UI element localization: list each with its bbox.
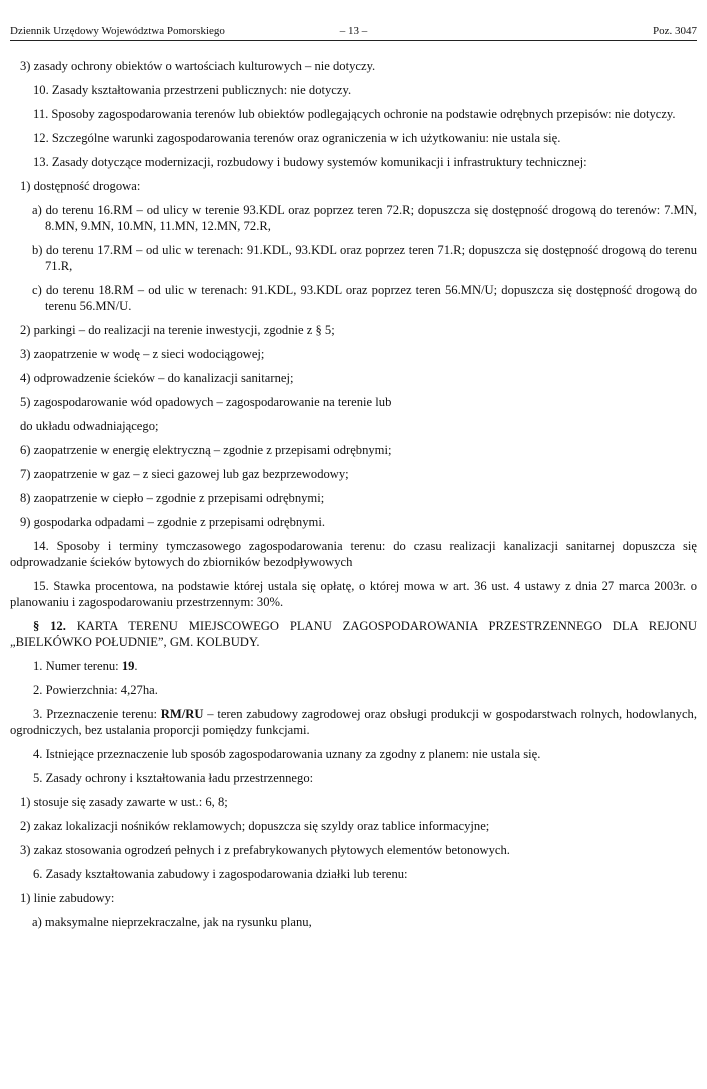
list-item: do układu odwadniającego;: [20, 419, 159, 433]
list-item: a) maksymalne nieprzekraczalne, jak na rysunku planu,: [32, 915, 312, 929]
page-number: – 13 –: [339, 25, 368, 37]
paragraph: 13. Zasady dotyczące modernizacji, rozbudowy i budowy systemów komunikacji i infrastruktury technicznej:: [33, 155, 587, 169]
paragraph: 12. Szczególne warunki zagospodarowania terenów oraz ograniczenia w ich użytkowaniu: nie ustala się.: [33, 131, 561, 145]
document-body: [10, 58, 697, 938]
paragraph: 3) zasady ochrony obiektów o wartościach kulturowych – nie dotyczy.: [20, 59, 376, 73]
list-item: 2) parkingi – do realizacji na terenie inwestycji, zgodnie z § 5;: [20, 323, 335, 337]
header-rule: [10, 40, 697, 41]
list-item: 1) linie zabudowy:: [20, 891, 115, 905]
paragraph: 6. Zasady kształtowania zabudowy i zagospodarowania działki lub terenu:: [33, 867, 408, 881]
list-item: 1) dostępność drogowa:: [20, 179, 141, 193]
paragraph: 4. Istniejące przeznaczenie lub sposób zagospodarowania uznany za zgodny z planem: nie ustala się.: [33, 747, 541, 761]
field-label: 1. Numer terenu:: [33, 659, 122, 673]
list-item: 9) gospodarka odpadami – zgodnie z przepisami odrębnymi.: [20, 515, 325, 529]
paragraph: 5. Zasady ochrony i kształtowania ładu przestrzennego:: [33, 771, 314, 785]
field-value: 19: [121, 659, 135, 673]
position-number: Poz. 3047: [653, 25, 697, 37]
page-header: [10, 24, 697, 40]
list-item: 5) zagospodarowanie wód opadowych – zagospodarowanie na terenie lub: [20, 395, 392, 409]
paragraph: [10, 658, 697, 674]
section-heading: [10, 618, 697, 650]
list-item: 3) zaopatrzenie w wodę – z sieci wodociągowej;: [20, 347, 265, 361]
paragraph: 2. Powierzchnia: 4,27ha.: [33, 683, 158, 697]
list-item: 2) zakaz lokalizacji nośników reklamowych; dopuszcza się szyldy oraz tablice informacyjne;: [20, 819, 490, 833]
list-item: 8) zaopatrzenie w ciepło – zgodnie z przepisami odrębnymi;: [20, 491, 325, 505]
list-item: 4) odprowadzenie ścieków – do kanalizacji sanitarnej;: [20, 371, 294, 385]
list-item: b) do terenu 17.RM – od ulic w terenach: 91.KDL, 93.KDL oraz poprzez teren 71.R; dopuszcza się dostępność drogową do terenu 71.R,: [32, 243, 697, 273]
punctuation: .: [134, 659, 138, 673]
section-title: KARTA TERENU MIEJSCOWEGO PLANU ZAGOSPODAROWANIA PRZESTRZENNEGO DLA REJONU „BIELKÓWKO POŁUDNIE”, GM. KOLBUDY.: [10, 619, 697, 649]
paragraph: 15. Stawka procentowa, na podstawie której ustala się opłatę, o której mowa w art. 36 ust. 4 ustawy z dnia 27 marca 2003r. o planowaniu i zagospodarowaniu przestrzennym: 30%.: [10, 579, 697, 609]
list-item: 7) zaopatrzenie w gaz – z sieci gazowej lub gaz bezprzewodowy;: [20, 467, 349, 481]
field-label: 3. Przeznaczenie terenu:: [33, 707, 161, 721]
list-item: 3) zakaz stosowania ogrodzeń pełnych i z prefabrykowanych płytowych elementów betonowych.: [20, 843, 510, 857]
section-number: § 12.: [33, 619, 66, 633]
list-item: 1) stosuje się zasady zawarte w ust.: 6, 8;: [20, 795, 228, 809]
field-description: – teren zabudowy zagrodowej oraz obsługi produkcji w gospodarstwach rolnych, hodowlanych, ogrodniczych, bez ustalania proporcji pomiędzy funkcjami.: [10, 707, 697, 737]
field-value: RM/RU: [160, 707, 204, 721]
paragraph: 10. Zasady kształtowania przestrzeni publicznych: nie dotyczy.: [33, 83, 352, 97]
paragraph: 11. Sposoby zagospodarowania terenów lub obiektów podlegających ochronie na podstawie odrębnych przepisów: nie dotyczy.: [33, 107, 676, 121]
paragraph: [10, 706, 697, 738]
list-item: c) do terenu 18.RM – od ulic w terenach: 91.KDL, 93.KDL oraz poprzez teren 56.MN/U; dopuszcza się dostępność drogową do terenu 56.MN/U.: [32, 283, 697, 313]
paragraph: 14. Sposoby i terminy tymczasowego zagospodarowania terenu: do czasu realizacji kanalizacji sanitarnej dopuszcza się odprowadzanie ścieków bytowych do zbiorników bezodpływowych: [10, 539, 697, 569]
list-item: a) do terenu 16.RM – od ulicy w terenie 93.KDL oraz poprzez teren 72.R; dopuszcza się dostępność drogową do terenów: 7.MN, 8.MN, 9.MN, 10.MN, 11.MN, 12.MN, 72.R,: [32, 203, 697, 233]
journal-title: Dziennik Urzędowy Województwa Pomorskiego: [10, 25, 225, 37]
list-item: 6) zaopatrzenie w energię elektryczną – zgodnie z przepisami odrębnymi;: [20, 443, 392, 457]
